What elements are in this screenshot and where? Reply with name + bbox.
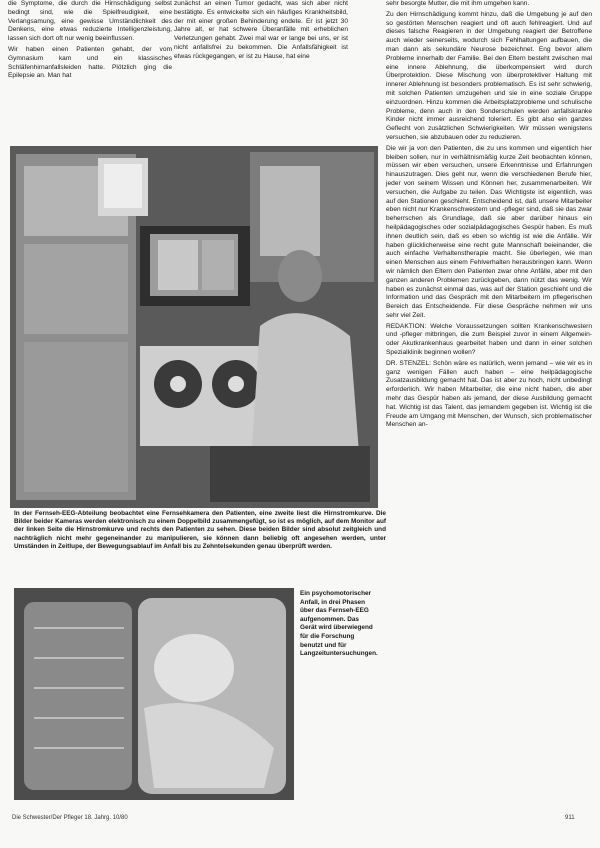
- paragraph: zunächst an einen Tumor gedacht, was sich aber nicht bestätigte. Es entwickelte sich ein häufiges Krankheitsbild, der mit einer großen Behinderung endete. Er ist jetzt 30 Jahre alt, er hat schwere Überanfälle mit erheblichen Verletzungen gehabt. Zwei mal war er lange bei uns, er ist nicht anfallsfrei zu bekommen. Die Anfallsfähigkeit ist etwas rückgegangen, er ist zu Hause, hat eine: [174, 0, 348, 60]
- paragraph: Wir haben einen Patienten gehabt, der vom Gymnasium kam und ein klassisches Schläfenhirnanfallsleiden hatte. Plötzlich ging die Epilepsie an. Man hat: [8, 45, 172, 80]
- paragraph: Zu den Hirnschädigung kommt hinzu, daß die Umgebung je auf den so gestörten Menschen reagiert und oft auch fehlreagiert. Und auf dieses falsche Reagieren in der Umgebung reagiert der Betroffene auch wieder seinerseits, wodurch sich Fehlhaltungen aufbauen, die man dann als sekundäre Neurose bezeichnet. Eng bevor allem Probleme innerhalb der Familie. Bei den Eltern besteht zwischen mal eine innere Ablehnung, die überkompensiert wird durch Überprotektion. Diese Mischung von überprotektiver Haltung mit innerer Ablehnung ist besonders problematisch. Es ist sehr schwierig, mit solchen Patienten umzugehen und sie in eine soziale Gruppe einzuordnen. Hinzu kommen die Arbeitsplatzprobleme und schulische Probleme, denn auch in den Sonderschulen werden anfallskranke Kinder nicht immer ausreichend toleriert. Es gibt also ein ganzes Geflecht von zusätzlichen Schwierigkeiten. Wir müssen wenigstens versuchen, sie abzubauen oder zu reduzieren.: [386, 10, 592, 141]
- patient-seizure-photo: [14, 588, 294, 800]
- text-column-middle: [174, 0, 348, 64]
- paragraph: die Symptome, die durch die Hirnschädigung selbst bedingt sind, wie die Spielfreudigkeit, eine Verlangsamung, eine gewisse Umständlichkeit des Denkens, eine etwas reduzierte Intelligenzleistung, lassen sich dort oft nur wenig beeinflussen.: [8, 0, 172, 43]
- text-column-right: [386, 0, 592, 432]
- photo-caption-2: Ein psychomotorischer Anfall, in drei Phasen über das Fernseh-EEG aufgenommen. Das Gerät wird überwiegend für die Forschung benutzt und für Langzeituntersuchungen.: [300, 590, 378, 658]
- text-column-left: [8, 0, 172, 83]
- paragraph: sehr besorgte Mutter, die mit ihm umgehen kann.: [386, 0, 530, 7]
- eeg-station-photo: [10, 146, 378, 508]
- interview-answer: DR. STENZEL: Schön wäre es natürlich, wenn jemand – wie wir es in ganz wenigen Fällen auch haben – eine heilpädagogische Zusatzausbildung gemacht hat. Das ist aber zu hoch, nicht unbedingt erforderlich. Wir haben Mitarbeiter, die eine nicht haben, die aber mehr das Gespür haben als jemand, der diese Ausbildung gemacht hat. Wichtig ist das Talent, das jemandem gegeben ist. Wichtig ist die Freude am Umgang mit Menschen, der Wunsch, sich problematischer Menschen an-: [386, 359, 592, 429]
- footer-publication: Die Schwester/Der Pfleger 18. Jahrg. 10/80: [12, 815, 128, 821]
- paragraph: Die wir ja von den Patienten, die zu uns kommen und eigentlich hier bleiben sollen, nur in verhältnismäßig kurze Zeit beobachten können, müssen wir eben versuchen, unsere Erkenntnisse und Erfahrungen hinauszutragen. Dies geht nur, wenn die verschiedenen Berufe hier, jeder von seinem Wissen und Können her, zusammenarbeiten. Wir versuchen, die Aufgabe zu teilen. Das Wichtigste ist eigentlich, was auf den Stationen geschieht. Entscheidend ist, daß unsere Mitarbeiter eben nicht nur Krankenschwestern und -pfleger sind, daß sie das zwar beherrschen als Grundlage, daß sie aber darüber hinaus ein heilpädagogisches oder sozialpädagogisches Gespür haben. Es muß ihnen deutlich sein, daß es eben so wichtig ist wie die Anfälle. Wir haben glücklicherweise eine recht gute Mannschaft beieinander, die auch einfache Verhaltenstherapie macht. Sie überlegen, wie man einen Menschen aus einem Fehlverhalten herausbringen kann. Wenn wir nämlich den Eltern den Patienten zwar ohne Anfälle, aber mit den ganzen anderen Problemen zurückgeben, dann nützt das wenig. Wir haben es zunächst einmal das, was auf der Station geschieht und die Information und das Gespräch mit den Mitarbeitern im pflegerischen Bereich das Entscheidende. Für diese Gespräche nehmen wir uns sehr viel Zeit.: [386, 144, 592, 319]
- interview-question: REDAKTION: Welche Voraussetzungen sollten Krankenschwestern und -pfleger mitbringen, die zum Beispiel zuvor in einem Allgemein- oder Akutkrankenhaus gearbeitet haben und dann in einer solchen Spezialklinik beginnen wollen?: [386, 322, 592, 357]
- page-number: 911: [565, 815, 575, 821]
- photo-caption-1: In der Fernseh-EEG-Abteilung beobachtet eine Fernsehkamera den Patienten, eine zweite liest die Hirnstromkurve. Die Bilder beider Kameras werden elektronisch zu einem Doppelbild zusammengefügt, so ist es möglich, auf dem Monitor auf der linken Seite die Hirnstromkurve und rechts den Patienten zu sehen. Diese beiden Bilder sind absolut zeitgleich und nachträglich nicht mehr gegeneinander zu manipulieren, sie können dann beliebig oft angesehen werden, unter Umständen in Zeitlupe, der Bewegungsablauf im Anfall bis zu Zehntelsekunden genau überprüft werden.: [14, 510, 386, 550]
